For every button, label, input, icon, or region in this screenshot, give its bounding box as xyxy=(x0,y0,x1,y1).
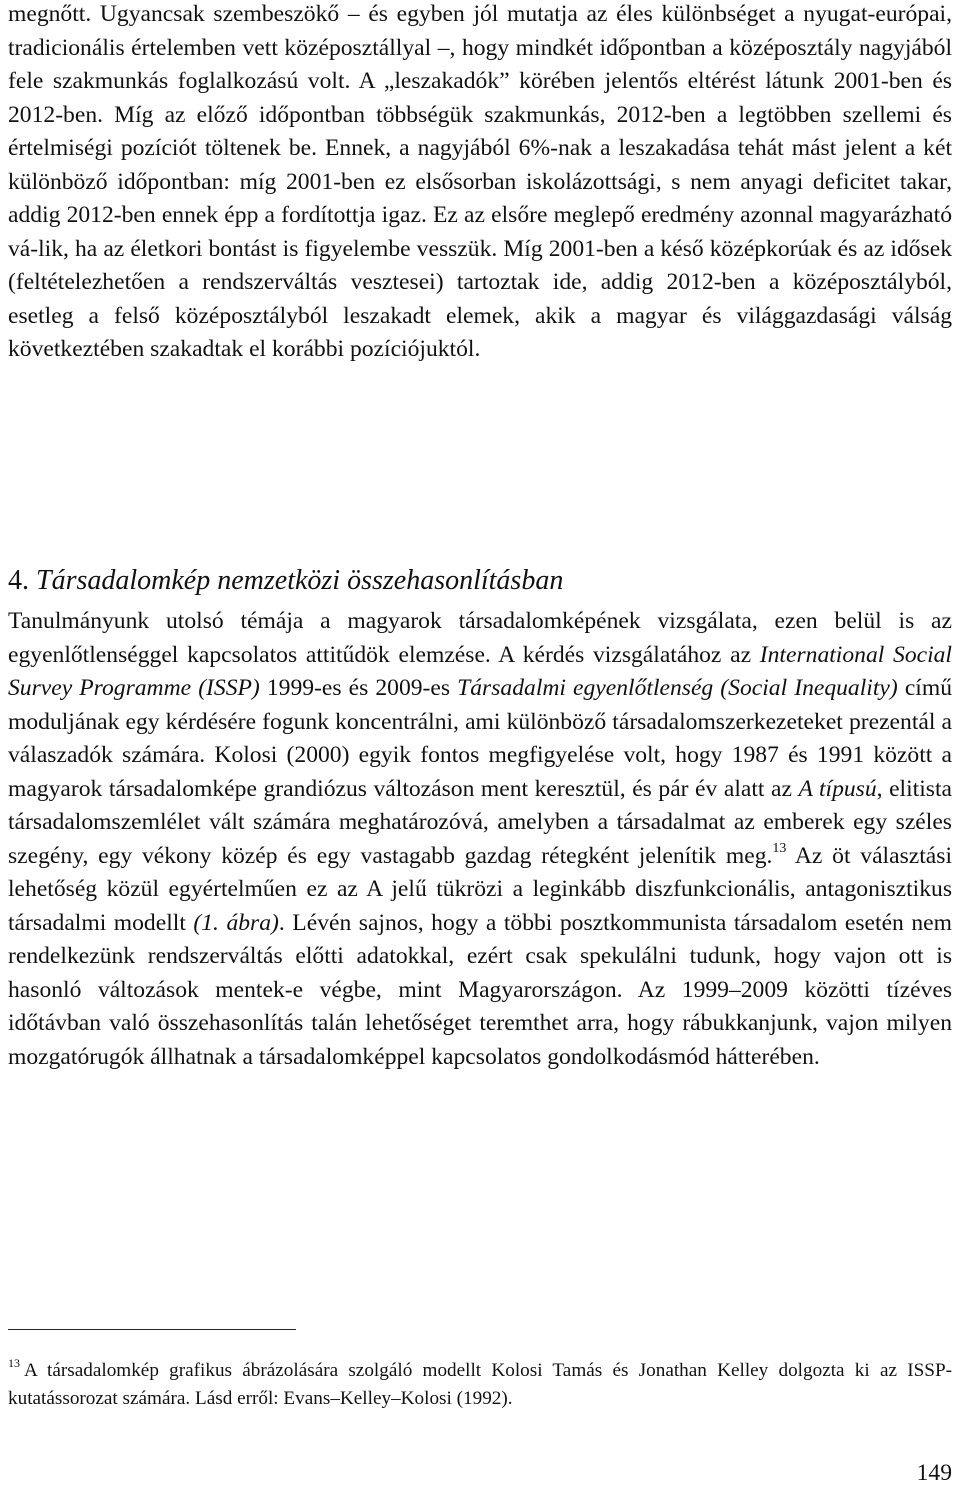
paragraph-text-1: Tanulmányunk utolsó témája a magyarok társadalomképének vizsgálata, ezen belül is az egyenlőtlenséggel kapcsolatos attitűdök elemzése. A kérdés vizsgálatához az xyxy=(8,608,952,668)
document-page xyxy=(8,0,952,1490)
footnote-text: A társadalomkép grafikus ábrázolására szolgáló modellt Kolosi Tamás és Jonathan Kelley dolgozta ki az ISSP-kutatássorozat számára. Lásd erről: Evans–Kelley–Kolosi (1992). xyxy=(8,1360,952,1409)
section-number: 4. xyxy=(8,565,29,596)
footnote-divider xyxy=(8,1329,296,1330)
footnote xyxy=(8,1357,952,1412)
page-number: 149 xyxy=(916,1460,952,1486)
section-heading xyxy=(8,564,563,598)
footnote-number: 13 xyxy=(8,1356,20,1370)
paragraph-text-6: . Lévén sajnos, hogy a többi posztkommunista társadalom esetén nem rendelkezünk rendszerváltás előtti adatokkal, ezért csak spekulálni tudunk, hogy vajon ott is hasonló változások mentek-e végbe, mint Magyarországon. Az 1999–2009 közötti tízéves időtávban való összehasonlítás talán lehetőséget teremthet arra, hogy rábukkanjunk, vajon milyen mozgatórugók állhatnak a társadalomképpel kapcsolatos gondolkodásmód hátterében. xyxy=(8,909,952,1070)
italic-type-a: A típusú xyxy=(798,775,877,802)
body-paragraph-1: megnőtt. Ugyancsak szembeszökő – és egyben jól mutatja az éles különbséget a nyugat-európai, tradicionális értelemben vett középosztállyal –, hogy mindkét időpontban a középosztály nagyjából fele szakmunkás foglalkozású volt. A „leszakadók” körében jelentős eltérést látunk 2001-ben és 2012-ben. Míg az előző időpontban többségük szakmunkás, 2012-ben a legtöbben szellemi és értelmiségi pozíciót töltenek be. Ennek, a nagyjából 6%-nak a leszakadása tehát mást jelent a két különböző időpontban: míg 2001-ben ez elsősorban iskolázottsági, s nem anyagi deficitet takar, addig 2012-ben ennek épp a fordítottja igaz. Ez az elsőre meglepő eredmény azonnal magyarázható vá-lik, ha az életkori bontást is figyelembe vesszük. Míg 2001-ben a késő középkorúak és az idősek (feltételezhetően a rendszerváltás vesztesei) tartoztak ide, addig 2012-ben a középosztályból, esetleg a felső középosztályból leszakadt elemek, akik a magyar és világgazdasági válság következtében szakadtak el korábbi pozíciójuktól. xyxy=(8,1,952,362)
italic-module-title: Társadalmi egyenlőtlenség (Social Inequality) xyxy=(457,675,898,701)
section-title: Társadalomkép nemzetközi összehasonlításban xyxy=(36,565,564,596)
paragraph-text-2: 1999-es és 2009-es xyxy=(259,675,458,701)
italic-issp-title: International Social Survey Programme (ISSP) xyxy=(8,641,952,701)
body-paragraph-2 xyxy=(8,605,952,1074)
paragraph-text-3: című moduljának egy kérdésére fogunk koncentrálni, ami különböző társadalomszerkezeteket prezentál a válaszadók számára. Kolosi (2000) egyik fontos megfigyelése volt, hogy 1987 és 1991 között a magyarok társadalomképe grandiózus változáson ment keresztül, és pár év alatt az xyxy=(8,675,952,802)
paragraph-text-5: Az öt választási lehetőség közül egyértelműen ez az A jelű tükrözi a leginkább diszfunkcionális, antagonisztikus társadalmi modellt xyxy=(8,842,952,936)
footnote-reference[interactable]: 13 xyxy=(772,840,787,856)
paragraph-text-4: , elitista társadalomszemlélet vált számára meghatározóvá, amelyben a társadalmat az emberek egy széles szegény, egy vékony közép és egy vastagabb gazdag rétegként jelenítik meg. xyxy=(8,775,952,869)
figure-reference: (1. ábra) xyxy=(193,909,279,936)
